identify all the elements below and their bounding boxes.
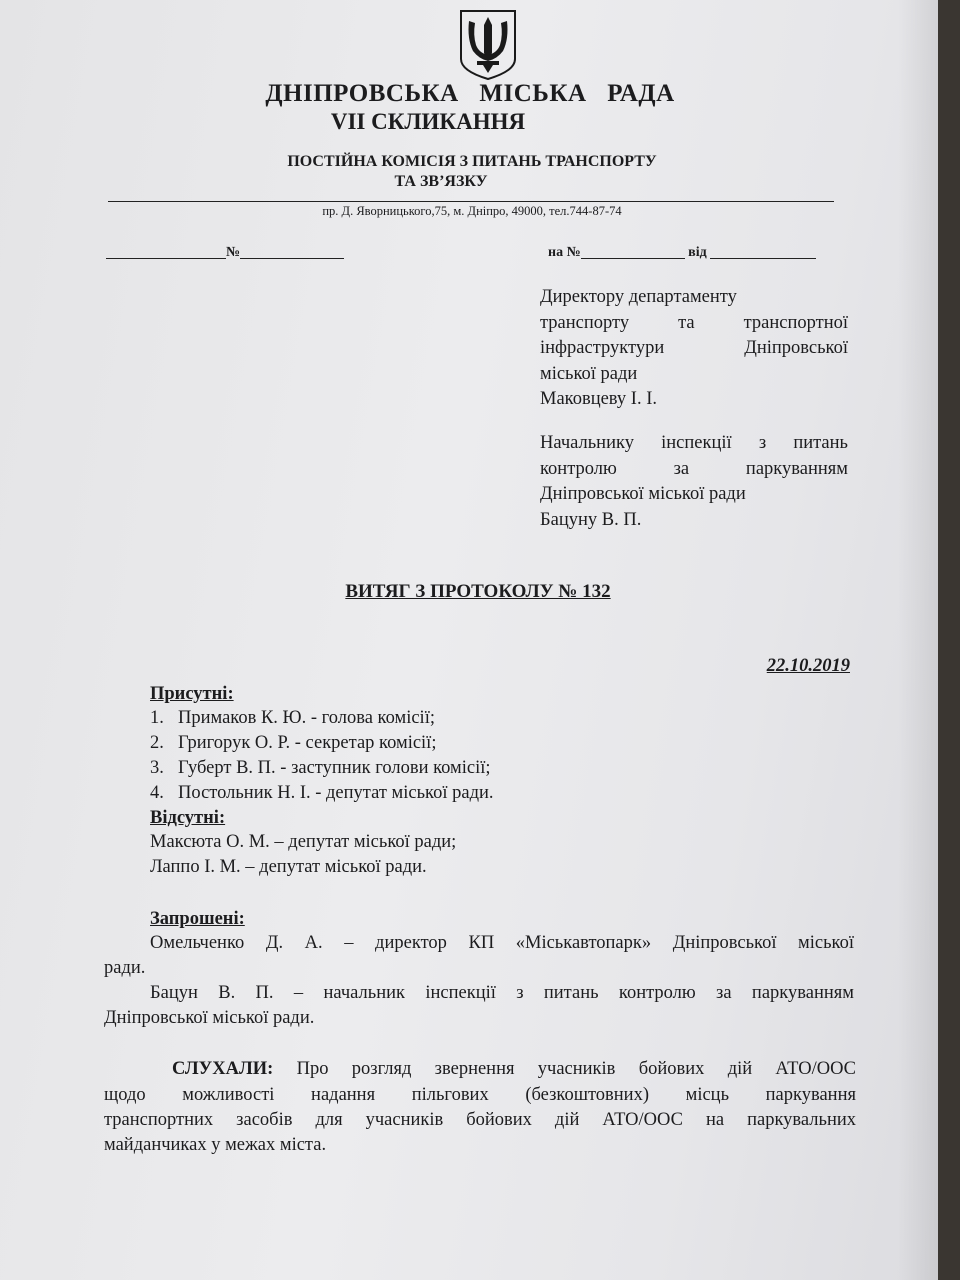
recipient-line: міської ради [540, 363, 638, 384]
recipient-line: Дніпровської міської ради [540, 484, 746, 504]
commission-address: пр. Д. Яворницького,75, м. Дніпро, 49000, тел.744-87-74 [322, 204, 622, 218]
absent-heading: Відсутні: [150, 808, 226, 828]
date-blank [106, 245, 226, 259]
recipient-2 [540, 431, 848, 533]
recipient-line: Директору департаменту [540, 287, 737, 307]
heard-line-4: майданчиках у межах міста. [104, 1135, 327, 1155]
header-divider [108, 201, 834, 202]
trident-emblem-icon [459, 9, 517, 81]
council-name: ДНІПРОВСЬКА МІСЬКА РАДА [265, 80, 675, 107]
list-item: 4. Постольник Н. І. - депутат міської ради. [150, 783, 494, 803]
from-label: від [688, 245, 707, 260]
list-item: 1. Примаков К. Ю. - голова комісії; [150, 708, 435, 728]
heard-label: СЛУХАЛИ: [172, 1059, 274, 1079]
invited-paragraph-2-cont: Дніпровської міської ради. [104, 1008, 315, 1028]
recipient-1 [540, 285, 848, 413]
recipient-line: контролю за паркуванням [540, 458, 848, 479]
recipient-line: Маковцеву І. І. [540, 389, 657, 409]
convocation: VII СКЛИКАННЯ [330, 109, 526, 134]
recipient-line: транспорту та транспортної [540, 312, 848, 333]
document-date: 22.10.2019 [766, 656, 850, 676]
invited-paragraph-1-cont: ради. [104, 958, 146, 978]
present-heading: Присутні: [150, 684, 234, 704]
recipient-line: інфраструктури Дніпровської [540, 338, 848, 358]
document-title: ВИТЯГ З ПРОТОКОЛУ № 132 [345, 581, 611, 602]
list-item: Лаппо І. М. – депутат міської ради. [150, 857, 427, 877]
commission-name-line1: ПОСТІЙНА КОМІСІЯ З ПИТАНЬ ТРАНСПОРТУ [287, 153, 657, 170]
list-item: 2. Григорук О. Р. - секретар комісії; [150, 733, 437, 753]
ref-label: на № [548, 245, 581, 260]
outgoing-number-field [106, 245, 344, 261]
commission-name-line2: ТА ЗВ’ЯЗКУ [394, 173, 488, 190]
list-item: Максюта О. М. – депутат міської ради; [150, 832, 457, 852]
invited-heading: Запрошені: [150, 909, 245, 929]
recipient-line: Начальнику інспекції з питань [540, 433, 848, 453]
heard-line-3: транспортних засобів для учасників бойових дій АТО/ООС на паркувальних [104, 1110, 856, 1130]
invited-paragraph-1: Омельченко Д. А. – директор КП «Міськавтопарк» Дніпровської міської [150, 933, 854, 953]
reference-number-field [548, 245, 816, 261]
number-label: № [226, 245, 241, 260]
ref-date-blank [710, 245, 816, 259]
list-item: 3. Губерт В. П. - заступник голови комісії; [150, 758, 491, 778]
heard-paragraph: СЛУХАЛИ: Про розгляд звернення учасників бойових дій АТО/ООС [172, 1059, 857, 1079]
number-blank [240, 245, 344, 259]
invited-paragraph-2: Бацун В. П. – начальник інспекції з питань контролю за паркуванням [150, 983, 854, 1003]
recipient-line: Бацуну В. П. [540, 509, 642, 530]
heard-line-2: щодо можливості надання пільгових (безкоштовних) місць паркування [104, 1085, 856, 1105]
ref-number-blank [581, 245, 685, 259]
